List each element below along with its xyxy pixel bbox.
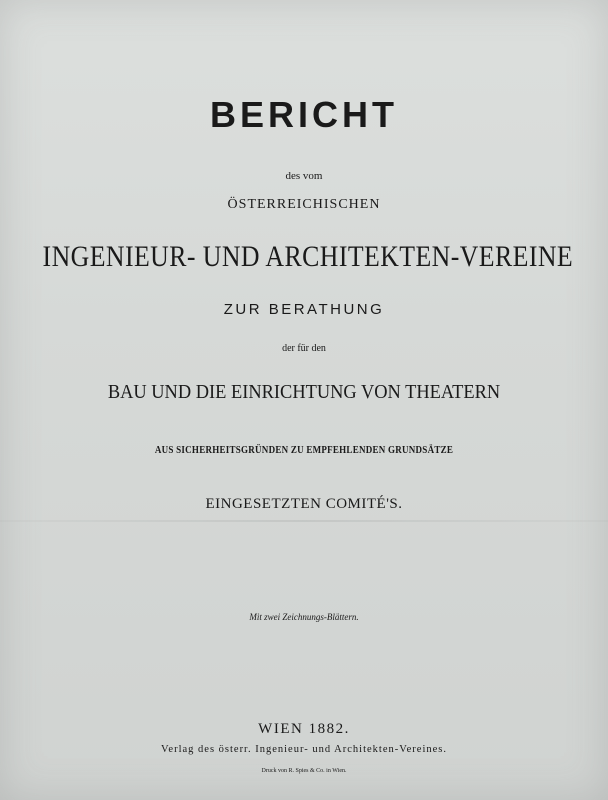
imprint-publisher: Verlag des österr. Ingenieur- und Architekten-Vereines. — [161, 744, 447, 755]
page-title: BERICHT — [210, 94, 398, 135]
subtitle-des-vom: des vom — [285, 170, 323, 182]
imprint-place-year: WIEN 1882. — [258, 721, 350, 737]
subtitle-der-fuer-den: der für den — [282, 343, 326, 354]
imprint-printer: Druck von R. Spies & Co. in Wien. — [261, 768, 347, 774]
subtitle-berathung: ZUR BERATHUNG — [223, 301, 385, 318]
drawings-note: Mit zwei Zeichnungs-Blättern. — [249, 612, 359, 622]
subtitle-oesterreichischen: ÖSTERREICHISCHEN — [227, 197, 381, 212]
subtitle-committee: EINGESETZTEN COMITÉ'S. — [205, 496, 403, 512]
subtitle-safety-principles: AUS SICHERHEITSGRÜNDEN ZU EMPFEHLENDEN GRUNDSÄTZE — [154, 444, 454, 456]
subtitle-theatre-construction: BAU UND DIE EINRICHTUNG VON THEATERN — [107, 381, 501, 403]
subtitle-association: INGENIEUR- UND ARCHITEKTEN-VEREINE — [42, 240, 574, 273]
paper-fold — [0, 520, 608, 522]
